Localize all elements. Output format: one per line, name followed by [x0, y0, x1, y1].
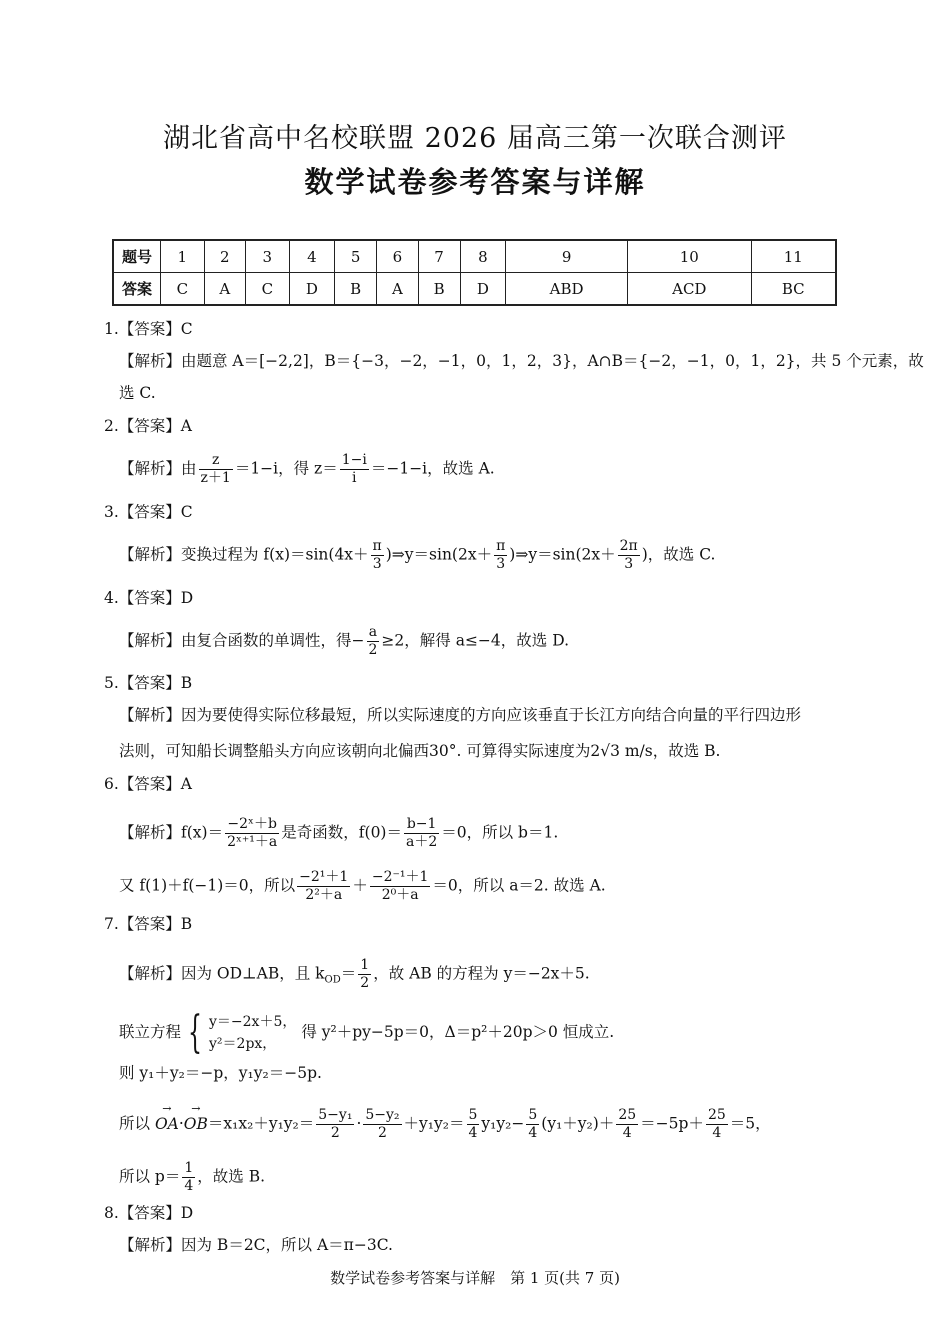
cell-number: 5 [335, 240, 377, 273]
frac-numerator: b−1 [404, 816, 439, 834]
q7-text: ＝5， [729, 1114, 771, 1133]
q6-text: 是奇函数，f(0)＝ [281, 823, 402, 842]
q5-explanation-cont: 法则，可知船长调整船头方向应该朝向北偏西30°. 可算得实际速度为2√3 m/s，故选 B. [119, 742, 721, 760]
frac-numerator: 2π [619, 538, 638, 554]
q1-explanation: 【解析】由题意 A＝[−2,2]，B＝{−3，−2，−1，0，1，2，3}，A∩B＝{−2，−1，0，1，2}，共 5 个元素，故 [119, 352, 924, 370]
q6-answer: 6.【答案】A [104, 775, 192, 793]
q7-fraction [526, 1107, 539, 1142]
q7-text: (y₁＋y₂)＋ [541, 1114, 615, 1133]
equation: y＝−2x＋5， [209, 1014, 297, 1030]
q7-system [119, 1007, 615, 1058]
q8-explanation: 【解析】因为 B＝2C，所以 A＝π−3C. [119, 1236, 393, 1254]
q7-text: ，故 AB 的方程为 y＝−2x＋5. [373, 964, 590, 983]
q3-text: )⇒y＝sin(2x＋ [509, 545, 616, 564]
cell-number: 9 [506, 240, 628, 273]
q3-text: )，故选 C. [641, 545, 716, 564]
q2-text: 【解析】由 [119, 459, 197, 478]
q6-explanation-cont [119, 869, 606, 904]
q6-text: ＝0，所以 a＝2. 故选 A. [432, 876, 606, 895]
q4-text: 【解析】由复合函数的单调性，得− [119, 631, 365, 650]
frac-denominator: 4 [468, 1125, 478, 1141]
cell-number: 6 [377, 240, 418, 273]
cell-number: 8 [460, 240, 506, 273]
cell-answer: A [377, 273, 418, 306]
q7-text: · [356, 1114, 362, 1133]
q7-text: y₁y₂− [481, 1114, 525, 1133]
frac-numerator: 5−y₂ [365, 1107, 400, 1123]
q7-text: ，故选 B. [197, 1167, 266, 1186]
vector-ob: → OB [184, 1114, 208, 1134]
frac-numerator: a [367, 624, 380, 642]
q3-fraction [618, 538, 640, 573]
q6-text: ＋ [352, 876, 368, 895]
answer-table [112, 239, 837, 306]
q7-fraction [706, 1107, 728, 1142]
row-label-number: 题号 [113, 240, 161, 273]
q7-text: 得 y²＋py−5p＝0，Δ＝p²＋20p＞0 恒成立. [301, 1023, 615, 1041]
q7-fraction [616, 1107, 638, 1142]
cell-number: 2 [204, 240, 245, 273]
q7-text: ＋y₁y₂＝ [403, 1114, 465, 1133]
frac-denominator: 2 [360, 975, 370, 991]
frac-numerator: 5 [468, 1107, 478, 1123]
q4-answer: 4.【答案】D [104, 589, 194, 607]
frac-denominator: 4 [184, 1178, 194, 1194]
q7-text: ＝x₁x₂＋y₁y₂＝ [207, 1114, 315, 1133]
frac-numerator: −2ˣ＋b [225, 816, 279, 834]
frac-denominator: 3 [372, 556, 382, 572]
frac-numerator: 5−y₁ [318, 1107, 353, 1123]
frac-denominator: 4 [622, 1125, 632, 1141]
q2-fraction [199, 452, 233, 487]
q7-text: 联立方程 [119, 1023, 182, 1041]
q7-text: 【解析】因为 OD⊥AB，且 k [119, 964, 325, 983]
frac-denominator: 2²＋a [305, 887, 343, 903]
cell-number: 11 [751, 240, 836, 273]
frac-numerator: π [496, 538, 506, 554]
q2-answer: 2.【答案】A [104, 417, 192, 435]
q6-text: ＝0，所以 b＝1. [441, 823, 559, 842]
cell-number: 10 [628, 240, 752, 273]
frac-numerator: 1−i [341, 452, 367, 468]
q3-answer: 3.【答案】C [104, 503, 193, 521]
frac-numerator: 1 [184, 1160, 194, 1176]
frac-numerator: z [199, 452, 233, 470]
q8-answer: 8.【答案】D [104, 1204, 194, 1222]
frac-denominator: 2 [368, 642, 378, 658]
q7-text: ＝ [340, 964, 357, 983]
q4-text: ≥2，解得 a≤−4，故选 D. [381, 631, 570, 650]
q1-explanation-cont: 选 C. [119, 384, 156, 402]
document-title: 湖北省高中名校联盟 2026 届高三第一次联合测评 [163, 123, 787, 154]
q7-fraction [358, 957, 371, 992]
q6-explanation [119, 816, 558, 851]
cell-answer: C [246, 273, 290, 306]
q6-text: 【解析】f(x)＝ [119, 823, 224, 842]
cell-answer: B [335, 273, 377, 306]
q3-fraction [494, 538, 507, 573]
q7-answer: 7.【答案】B [104, 915, 193, 933]
table-row-answers [113, 273, 836, 306]
q2-text: ＝1−i，得 z＝ [234, 459, 338, 478]
frac-denominator: 2 [378, 1125, 387, 1141]
q7-line3: 则 y₁＋y₂＝−p，y₁y₂＝−5p. [119, 1064, 322, 1082]
q7-explanation [119, 957, 590, 992]
q7-fraction [182, 1160, 195, 1195]
q6-text: 又 f(1)＋f(−1)＝0，所以 [119, 876, 296, 895]
q7-text: ＝−5p＋ [640, 1114, 704, 1133]
q7-fraction [363, 1107, 401, 1142]
frac-numerator: 25 [707, 1107, 726, 1123]
q4-fraction [367, 624, 380, 659]
frac-numerator: −2⁻¹＋1 [371, 869, 429, 885]
equation-system [209, 1011, 296, 1055]
q3-text: 【解析】变换过程为 f(x)＝sin(4x＋ [119, 545, 369, 564]
frac-denominator: 2 [330, 1125, 340, 1141]
frac-denominator: a＋2 [405, 834, 438, 850]
q3-text: )⇒y＝sin(2x＋ [385, 545, 493, 564]
q1-answer: 1.【答案】C [104, 320, 193, 338]
q7-subscript: OD [324, 974, 341, 986]
frac-numerator: π [372, 538, 382, 554]
cell-answer: C [161, 273, 205, 306]
q7-line5 [119, 1160, 265, 1195]
cell-answer: A [204, 273, 245, 306]
document-subtitle: 数学试卷参考答案与详解 [304, 165, 646, 199]
cell-answer: ABD [506, 273, 628, 306]
page-footer: 数学试卷参考答案与详解 第 1 页(共 7 页) [330, 1269, 620, 1287]
q5-answer: 5.【答案】B [104, 674, 193, 692]
cell-number: 3 [246, 240, 290, 273]
q6-fraction [370, 869, 431, 904]
q4-explanation [119, 624, 569, 659]
cell-number: 1 [161, 240, 205, 273]
q2-explanation [119, 452, 495, 487]
frac-numerator: 1 [360, 957, 370, 973]
cell-number: 4 [289, 240, 335, 273]
frac-denominator: 4 [528, 1125, 538, 1141]
cell-number: 7 [418, 240, 460, 273]
frac-denominator: 2ˣ⁺¹＋a [227, 834, 278, 850]
frac-denominator: 2⁰＋a [381, 887, 419, 903]
q6-fraction [297, 869, 350, 904]
cell-answer: D [460, 273, 506, 306]
q7-fraction [467, 1107, 480, 1142]
q2-fraction [340, 452, 369, 487]
q3-explanation [119, 538, 715, 573]
left-brace-icon: { [188, 1007, 203, 1058]
vector-oa: → OA [155, 1114, 179, 1134]
cell-answer: ACD [628, 273, 752, 306]
frac-numerator: 5 [528, 1107, 538, 1123]
cell-answer: D [289, 273, 335, 306]
q6-fraction [404, 816, 439, 851]
q7-text: 所以 p＝ [119, 1167, 181, 1186]
q2-text: ＝−1−i，故选 A. [370, 459, 495, 478]
frac-numerator: 25 [618, 1107, 637, 1123]
row-label-answer: 答案 [113, 273, 161, 306]
frac-denominator: 4 [712, 1125, 722, 1141]
frac-denominator: 3 [624, 556, 634, 572]
q7-line4 [119, 1107, 771, 1142]
cell-answer: BC [751, 273, 836, 306]
table-row-numbers [113, 240, 836, 273]
frac-denominator: 3 [496, 556, 506, 572]
dot-operator: · [178, 1114, 184, 1133]
q7-fraction [316, 1107, 354, 1142]
cell-answer: B [418, 273, 460, 306]
frac-denominator: z＋1 [200, 470, 231, 486]
q3-fraction [371, 538, 384, 573]
q5-explanation: 【解析】因为要使得实际位移最短，所以实际速度的方向应该垂直于长江方向结合向量的平行四边形 [119, 706, 802, 724]
q6-fraction [225, 816, 279, 851]
equation: y²＝2px， [209, 1036, 277, 1052]
frac-denominator: i [352, 470, 357, 486]
frac-numerator: −2¹＋1 [299, 869, 349, 885]
q7-text: 所以 [119, 1114, 151, 1133]
